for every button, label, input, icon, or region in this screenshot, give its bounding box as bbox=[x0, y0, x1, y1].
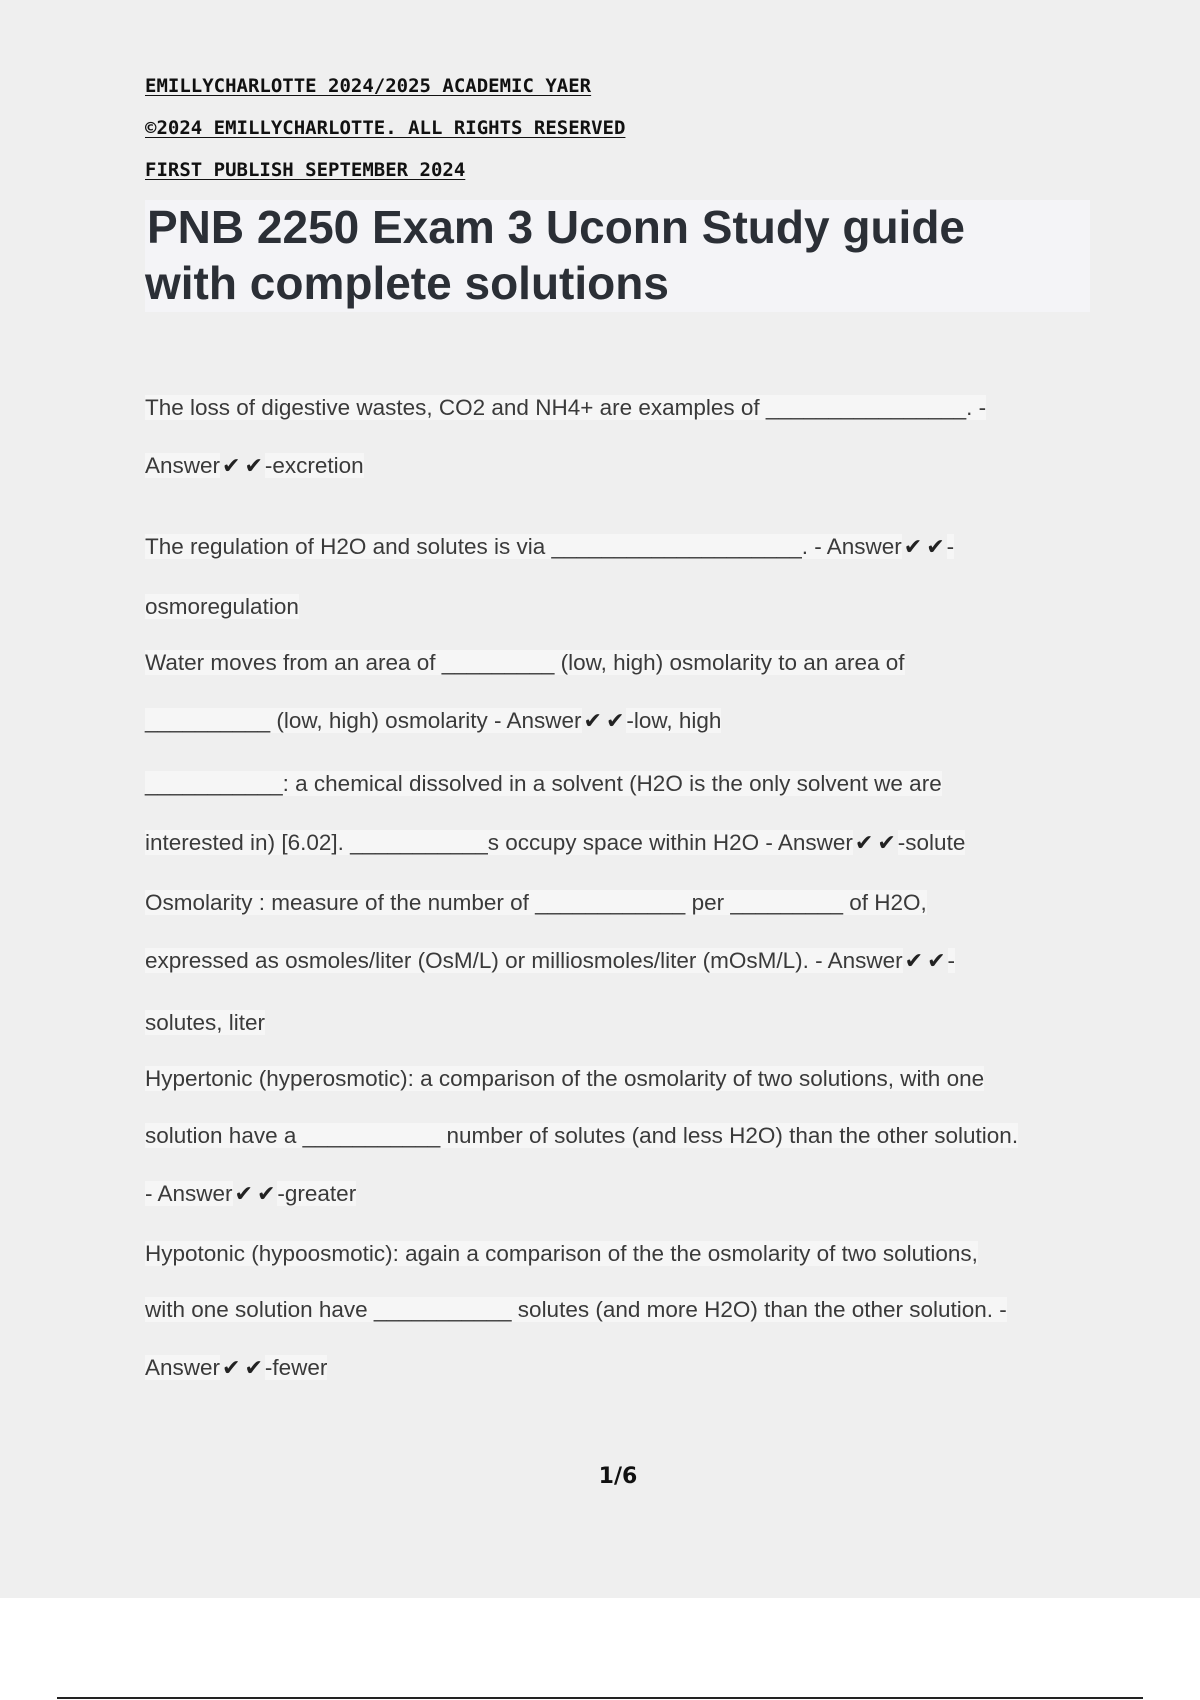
body-line-text: The loss of digestive wastes, CO2 and NH4+ are examples of ________________. - bbox=[145, 395, 987, 420]
checkmark-icon: ✔ bbox=[256, 1182, 276, 1207]
checkmark-icon: ✔ bbox=[583, 709, 602, 734]
checkmark-icon: ✔ bbox=[222, 454, 241, 479]
body-line bbox=[145, 1355, 327, 1381]
answer-text: -solute bbox=[897, 830, 966, 855]
body-line-text: __________ (low, high) osmolarity - Answer bbox=[145, 708, 582, 733]
body-line bbox=[145, 534, 954, 560]
checkmark-icon: ✔ bbox=[244, 1356, 263, 1381]
page-number: 1/6 bbox=[598, 1464, 638, 1489]
body-line-text: solutes, liter bbox=[145, 1010, 266, 1035]
body-line-text: - Answer bbox=[145, 1181, 233, 1206]
footer-rule bbox=[57, 1697, 1143, 1699]
answer-text: -fewer bbox=[264, 1355, 328, 1380]
checkmark-icon: ✔ bbox=[234, 1182, 253, 1207]
checkmark-icon: ✔ bbox=[854, 831, 874, 856]
answer-text: - bbox=[947, 948, 956, 973]
checkmark-icon: ✔ bbox=[926, 535, 945, 560]
answer-text: - bbox=[946, 534, 955, 559]
checkmark-icon: ✔ bbox=[222, 1356, 241, 1381]
body-line-text: Water moves from an area of _________ (low, high) osmolarity to an area of bbox=[145, 650, 905, 675]
body-line bbox=[145, 948, 955, 974]
body-line-text: Answer bbox=[145, 1355, 221, 1380]
body-line bbox=[145, 453, 364, 479]
answer-text: -excretion bbox=[264, 453, 364, 478]
answer-text: -greater bbox=[277, 1181, 357, 1206]
checkmark-icon: ✔ bbox=[244, 454, 263, 479]
body-line bbox=[145, 1181, 356, 1207]
body-line-text: Hypotonic (hypoosmotic): again a comparison of the the osmolarity of two solutions, bbox=[145, 1241, 978, 1266]
document-title bbox=[145, 200, 1090, 312]
checkmark-icon: ✔ bbox=[904, 949, 924, 974]
body-line bbox=[145, 594, 299, 620]
body-line bbox=[145, 395, 986, 421]
header-academic-year: EMILLYCHARLOTTE 2024/2025 ACADEMIC YAER bbox=[145, 75, 592, 97]
body-line-text: Hypertonic (hyperosmotic): a comparison of the osmolarity of two solutions, with one bbox=[145, 1066, 985, 1091]
checkmark-icon: ✔ bbox=[903, 535, 923, 560]
body-line bbox=[145, 1241, 978, 1267]
body-line bbox=[145, 1066, 984, 1092]
body-line bbox=[145, 1010, 265, 1036]
body-line-text: solution have a ___________ number of solutes (and less H2O) than the other solution. bbox=[145, 1123, 1019, 1148]
checkmark-icon: ✔ bbox=[877, 831, 896, 856]
title-line-1: PNB 2250 Exam 3 Uconn Study guide bbox=[147, 201, 966, 253]
checkmark-icon: ✔ bbox=[605, 709, 625, 734]
body-line bbox=[145, 890, 927, 916]
body-line bbox=[145, 830, 965, 856]
body-line-text: Osmolarity : measure of the number of ____________ per _________ of H2O, bbox=[145, 890, 927, 915]
title-line-2: with complete solutions bbox=[145, 257, 669, 309]
body-line-text: with one solution have ___________ solutes (and more H2O) than the other solution. - bbox=[145, 1297, 1007, 1322]
body-line bbox=[145, 708, 721, 734]
answer-text: -low, high bbox=[626, 708, 722, 733]
header-publish-date: FIRST PUBLISH SEPTEMBER 2024 bbox=[145, 159, 466, 181]
body-line bbox=[145, 771, 942, 797]
body-line-text: Answer bbox=[145, 453, 221, 478]
body-line-text: osmoregulation bbox=[145, 594, 299, 619]
body-line-text: expressed as osmoles/liter (OsM/L) or milliosmoles/liter (mOsM/L). - Answer bbox=[145, 948, 903, 973]
body-line-text: interested in) [6.02]. ___________s occupy space within H2O - Answer bbox=[145, 830, 853, 855]
body-line-text: ___________: a chemical dissolved in a solvent (H2O is the only solvent we are bbox=[145, 771, 942, 796]
body-line bbox=[145, 1123, 1018, 1149]
header-copyright: ©2024 EMILLYCHARLOTTE. ALL RIGHTS RESERVED bbox=[145, 117, 626, 139]
checkmark-icon: ✔ bbox=[927, 949, 946, 974]
body-line-text: The regulation of H2O and solutes is via ____________________. - Answer bbox=[145, 534, 902, 559]
body-line bbox=[145, 650, 905, 676]
body-line bbox=[145, 1297, 1007, 1323]
